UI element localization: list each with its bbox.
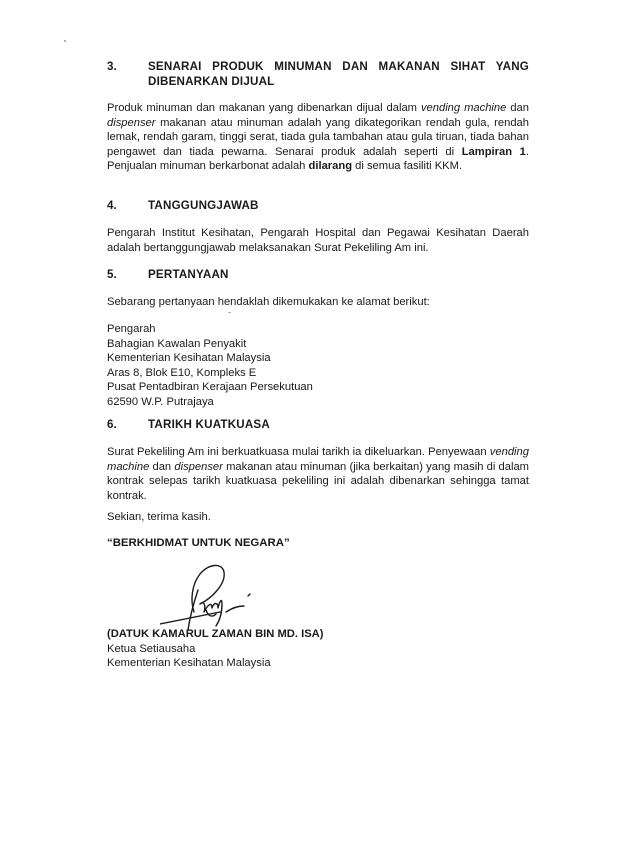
section-5-title: PERTANYAAN [148,268,229,281]
section-3-title-line2: DIBENARKAN DIJUAL [148,75,275,88]
section-5-paragraph: Sebarang pertanyaan hendaklah dikemukakan ke alamat berikut: [107,296,430,308]
address-line: Pengarah [107,323,156,335]
address-line: 62590 W.P. Putrajaya [107,395,214,408]
address-line: Pusat Pentadbiran Kerajaan Persekutuan [107,381,313,394]
text-run: Surat Pekeliling Am ini berkuatkuasa mulai tarikh ia dikeluarkan. Penyewaan [107,446,490,458]
signatory-position: Ketua Setiausaha [107,643,196,655]
address-line: Aras 8, Blok E10, Kompleks E [107,366,257,379]
section-4-title: TANGGUNGJAWAB [148,199,259,212]
text-run: dan [149,460,175,473]
bold-reference: Lampiran 1 [461,145,526,158]
section-3-paragraph [107,101,529,174]
closing-thanks: Sekian, terima kasih. [107,511,211,523]
text-run: makanan atau minuman (jika berkaitan) yang masih di dalam kontrak selepas tarikh kuatkuasa pekeliling ini adalah dibenarkan sehingga tamat kontrak. [107,460,529,502]
scan-speck [64,40,66,42]
section-4-paragraph: Pengarah Institut Kesihatan, Pengarah Hospital dan Pegawai Kesihatan Daerah adalah bertanggungjawab melaksanakan Surat Pekeliling Am ini. [107,227,529,254]
text-run: Produk minuman dan makanan yang dibenarkan dijual dalam [107,102,421,114]
text-run: dan [506,102,529,114]
closing-motto: “BERKHIDMAT UNTUK NEGARA” [107,537,290,549]
address-line: Bahagian Kawalan Penyakit [107,337,247,350]
bold-emphasis: dilarang [308,160,353,173]
signatory-name: (DATUK KAMARUL ZAMAN BIN MD. ISA) [107,628,324,640]
section-5-number: 5. [107,268,117,281]
scan-speck [228,312,231,313]
italic-term: vending machine [107,446,529,473]
italic-term: dispenser [174,460,223,473]
section-3-number: 3. [107,60,117,73]
address-block [107,322,529,410]
section-4-number: 4. [107,199,117,212]
italic-term: dispenser [107,116,156,129]
text-run: . Penjualan minuman berkarbonat adalah [107,145,530,173]
section-6-title: TARIKH KUATKUASA [148,418,270,431]
address-line: Kementerian Kesihatan Malaysia [107,352,271,365]
text-run: makanan atau minuman adalah yang dikategorikan rendah gula, rendah lemak, rendah garam, tinggi serat, tiada gula tambahan atau gula tiruan, tiada bahan pengawet dan tiada pewarna. Senarai produk adalah seperti di [107,116,529,158]
section-3-title-line1: SENARAI PRODUK MINUMAN DAN MAKANAN SIHAT YANG [148,60,529,73]
text-run: di semua fasiliti KKM. [352,160,463,173]
signatory-ministry: Kementerian Kesihatan Malaysia [107,657,271,669]
section-6-number: 6. [107,418,117,431]
italic-term: vending machine [420,102,507,114]
section-6-paragraph [107,445,529,503]
